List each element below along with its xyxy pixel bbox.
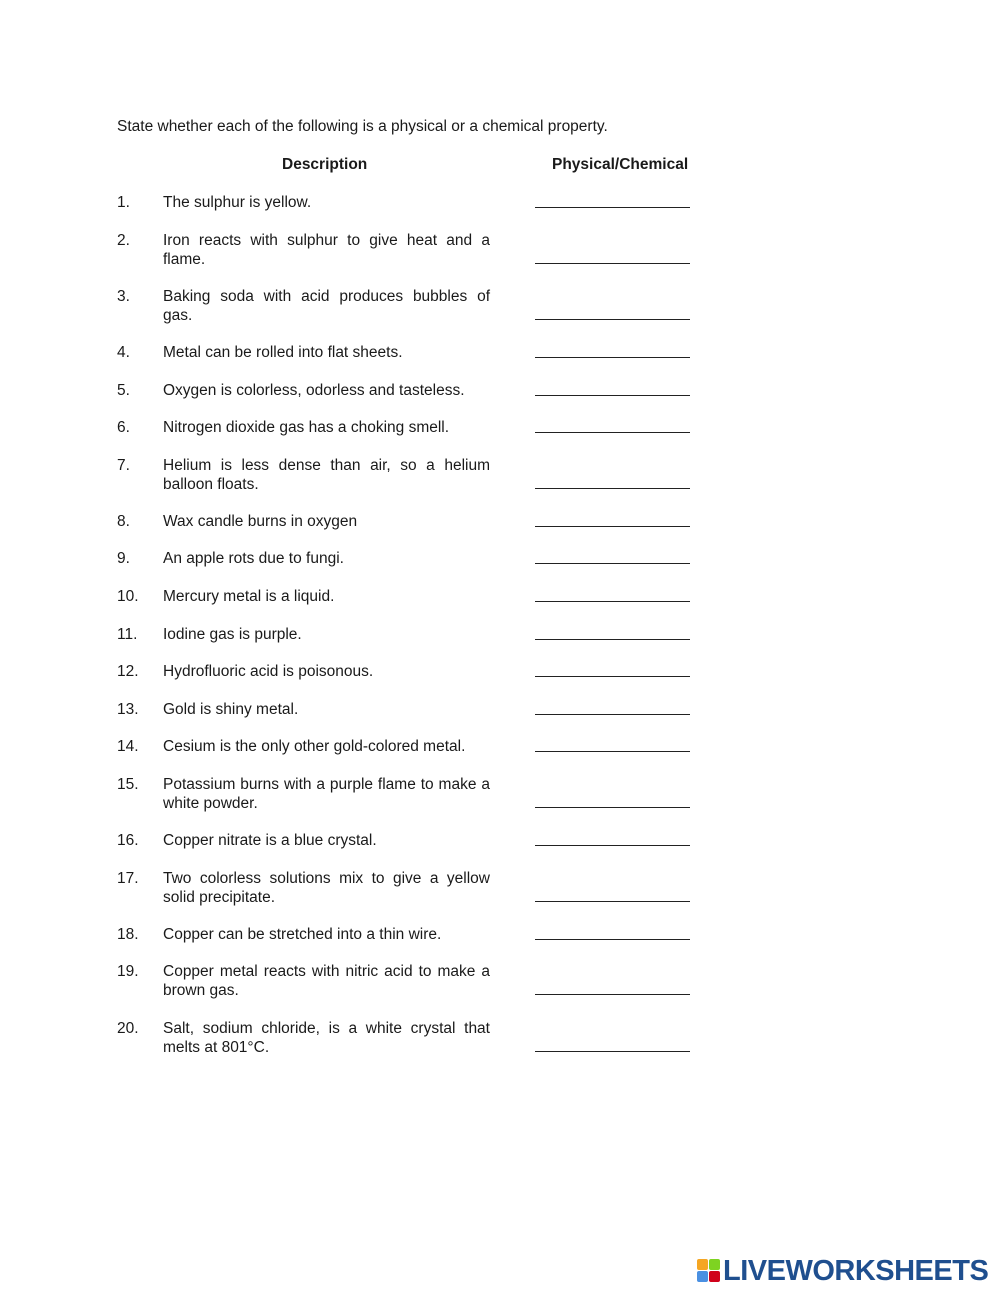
question-number: 9. [117,550,130,567]
question-number: 15. [117,776,139,793]
question-row [0,1019,1000,1079]
answer-input-4[interactable] [535,337,690,358]
question-text: Gold is shiny metal. [163,701,299,718]
question-text: Iodine gas is purple. [163,626,302,643]
question-number: 2. [117,232,130,249]
question-text: An apple rots due to fungi. [163,550,344,567]
question-text: Potassium burns with a purple flame to make a white powder. [163,776,490,812]
logo-square-1 [697,1259,708,1270]
question-number: 18. [117,926,139,943]
question-text: Iron reacts with sulphur to give heat and a flame. [163,232,490,268]
question-number: 17. [117,870,139,887]
question-text: Oxygen is colorless, odorless and tasteless. [163,382,465,399]
answer-input-19[interactable] [535,974,690,995]
question-text: Mercury metal is a liquid. [163,588,335,605]
question-row [0,775,1000,835]
question-row [0,869,1000,929]
answer-input-13[interactable] [535,694,690,715]
question-text: Hydrofluoric acid is poisonous. [163,663,374,680]
answer-input-15[interactable] [535,787,690,808]
answer-input-18[interactable] [535,919,690,940]
logo-square-4 [709,1271,720,1282]
question-text: The sulphur is yellow. [163,194,312,211]
question-number: 8. [117,513,130,530]
answer-input-20[interactable] [535,1031,690,1052]
answer-input-9[interactable] [535,543,690,564]
question-text: Copper nitrate is a blue crystal. [163,832,377,849]
question-text: Nitrogen dioxide gas has a choking smell. [163,419,450,436]
logo-square-2 [709,1259,720,1270]
question-number: 1. [117,194,130,211]
answer-input-6[interactable] [535,412,690,433]
header-physical-chemical: Physical/Chemical [552,156,689,173]
answer-input-17[interactable] [535,881,690,902]
question-number: 6. [117,419,130,436]
answer-input-2[interactable] [535,243,690,264]
header-description: Description [282,156,368,173]
question-row [0,962,1000,1022]
question-text: Helium is less dense than air, so a helium balloon floats. [163,457,490,493]
question-text: Cesium is the only other gold-colored metal. [163,738,466,755]
question-number: 3. [117,288,130,305]
question-text: Metal can be rolled into flat sheets. [163,344,403,361]
answer-input-10[interactable] [535,581,690,602]
liveworksheets-logo [697,1257,988,1285]
liveworksheets-logo-icon [697,1259,721,1283]
question-number: 20. [117,1020,139,1037]
question-row [0,231,1000,291]
answer-input-16[interactable] [535,825,690,846]
answer-input-12[interactable] [535,656,690,677]
question-text: Two colorless solutions mix to give a yellow solid precipitate. [163,870,490,906]
question-number: 14. [117,738,139,755]
question-text: Salt, sodium chloride, is a white crystal that melts at 801°C. [163,1020,490,1056]
question-text: Copper can be stretched into a thin wire. [163,926,442,943]
question-number: 11. [117,626,138,643]
instruction-text: State whether each of the following is a physical or a chemical property. [117,118,608,135]
question-text: Wax candle burns in oxygen [163,513,358,530]
question-text: Baking soda with acid produces bubbles of gas. [163,288,490,324]
question-row [0,287,1000,347]
question-text: Copper metal reacts with nitric acid to make a brown gas. [163,963,490,999]
question-row [0,456,1000,516]
answer-input-11[interactable] [535,619,690,640]
answer-input-7[interactable] [535,468,690,489]
question-number: 19. [117,963,139,980]
answer-input-3[interactable] [535,299,690,320]
logo-square-3 [697,1271,708,1282]
question-number: 7. [117,457,130,474]
question-number: 16. [117,832,139,849]
question-number: 4. [117,344,130,361]
answer-input-1[interactable] [535,187,690,208]
question-number: 10. [117,588,139,605]
question-number: 5. [117,382,130,399]
question-number: 12. [117,663,139,680]
answer-input-5[interactable] [535,375,690,396]
logo-text: LIVEWORKSHEETS [723,1255,989,1287]
answer-input-8[interactable] [535,506,690,527]
answer-input-14[interactable] [535,731,690,752]
question-number: 13. [117,701,139,718]
